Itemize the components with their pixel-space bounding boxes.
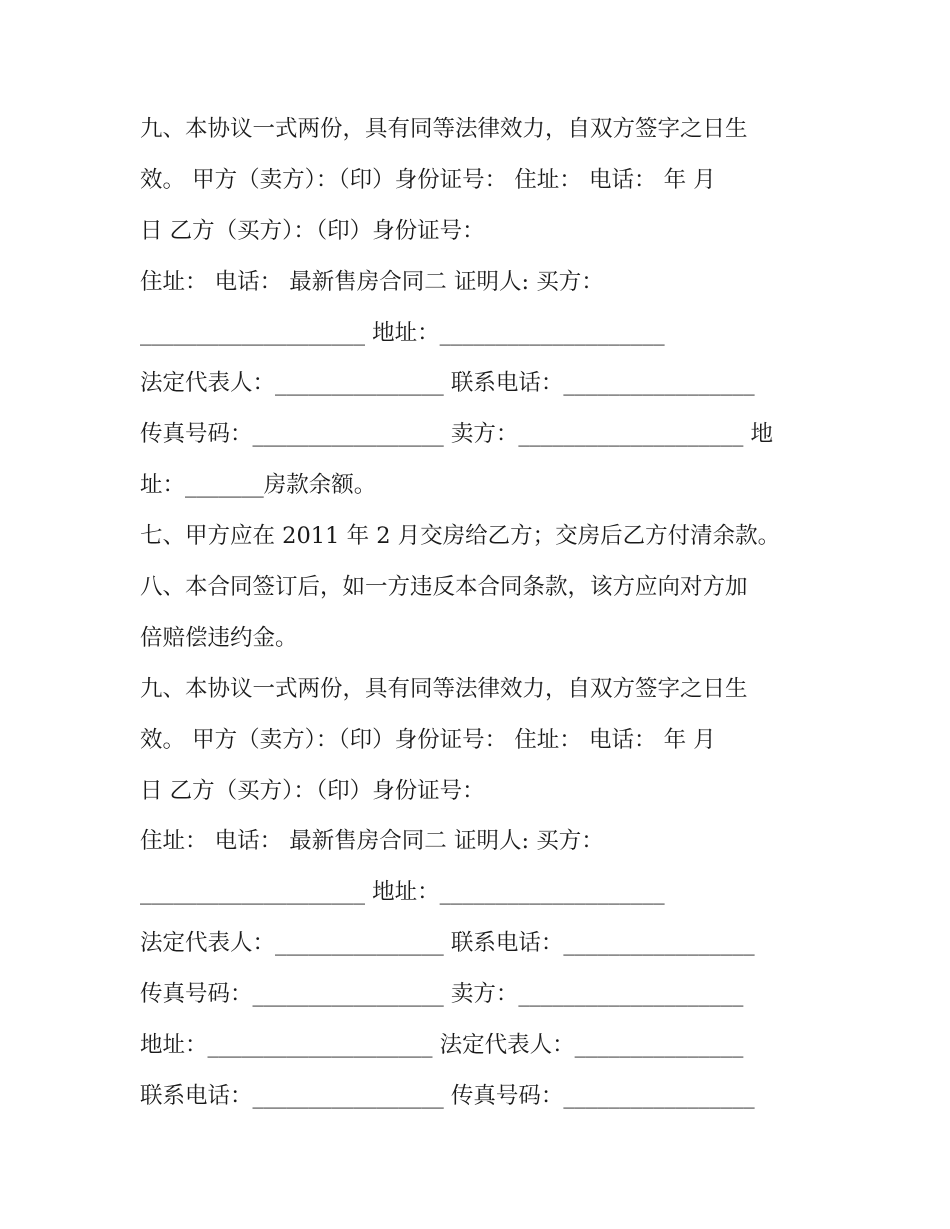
text-line: 法定代表人：_______________ 联系电话：_________________ [140,370,755,397]
text-line: 日 乙方（买方）：（印）身份证号： [140,777,485,804]
text-line: 日 乙方（买方）：（印）身份证号： [140,217,485,244]
text-line: 九、本协议一式两份，具有同等法律效力，自双方签字之日生 [140,116,748,142]
text-line: 传真号码：_________________ 卖方：____________________ [140,981,744,1008]
text-line: 住址： 电话： 最新售房合同二 证明人: 买方： [140,828,604,855]
text-line: 住址： 电话： 最新售房合同二 证明人: 买方： [140,268,604,295]
text-line: 法定代表人：_______________ 联系电话：_________________ [140,930,755,957]
text-line: 效。 甲方（卖方）：（印）身份证号： 住址： 电话： 年 月 [140,166,716,193]
text-line: 效。 甲方（卖方）：（印）身份证号： 住址： 电话： 年 月 [140,726,716,753]
text-line: 八、本合同签订后，如一方违反本合同条款，该方应向对方加 [140,574,748,601]
text-line: 九、本协议一式两份，具有同等法律效力，自双方签字之日生 [140,675,748,702]
text-line: 地址：____________________ 法定代表人：_______________ [140,1032,744,1059]
contract-text [140,104,820,1122]
text-line: 址：_______房款余额。 [140,472,377,499]
text-line: 联系电话：_________________ 传真号码：_________________ [140,1082,755,1109]
text-line: ____________________ 地址：____________________ [140,319,665,346]
text-line: 七、甲方应在 2011 年 2 月交房给乙方；交房后乙方付清余款。 [140,523,781,550]
text-line: ____________________ 地址：____________________ [140,879,665,906]
text-line: 传真号码：_________________ 卖方：____________________ 地 [140,421,774,448]
text-line: 倍赔偿违约金。 [140,624,298,651]
